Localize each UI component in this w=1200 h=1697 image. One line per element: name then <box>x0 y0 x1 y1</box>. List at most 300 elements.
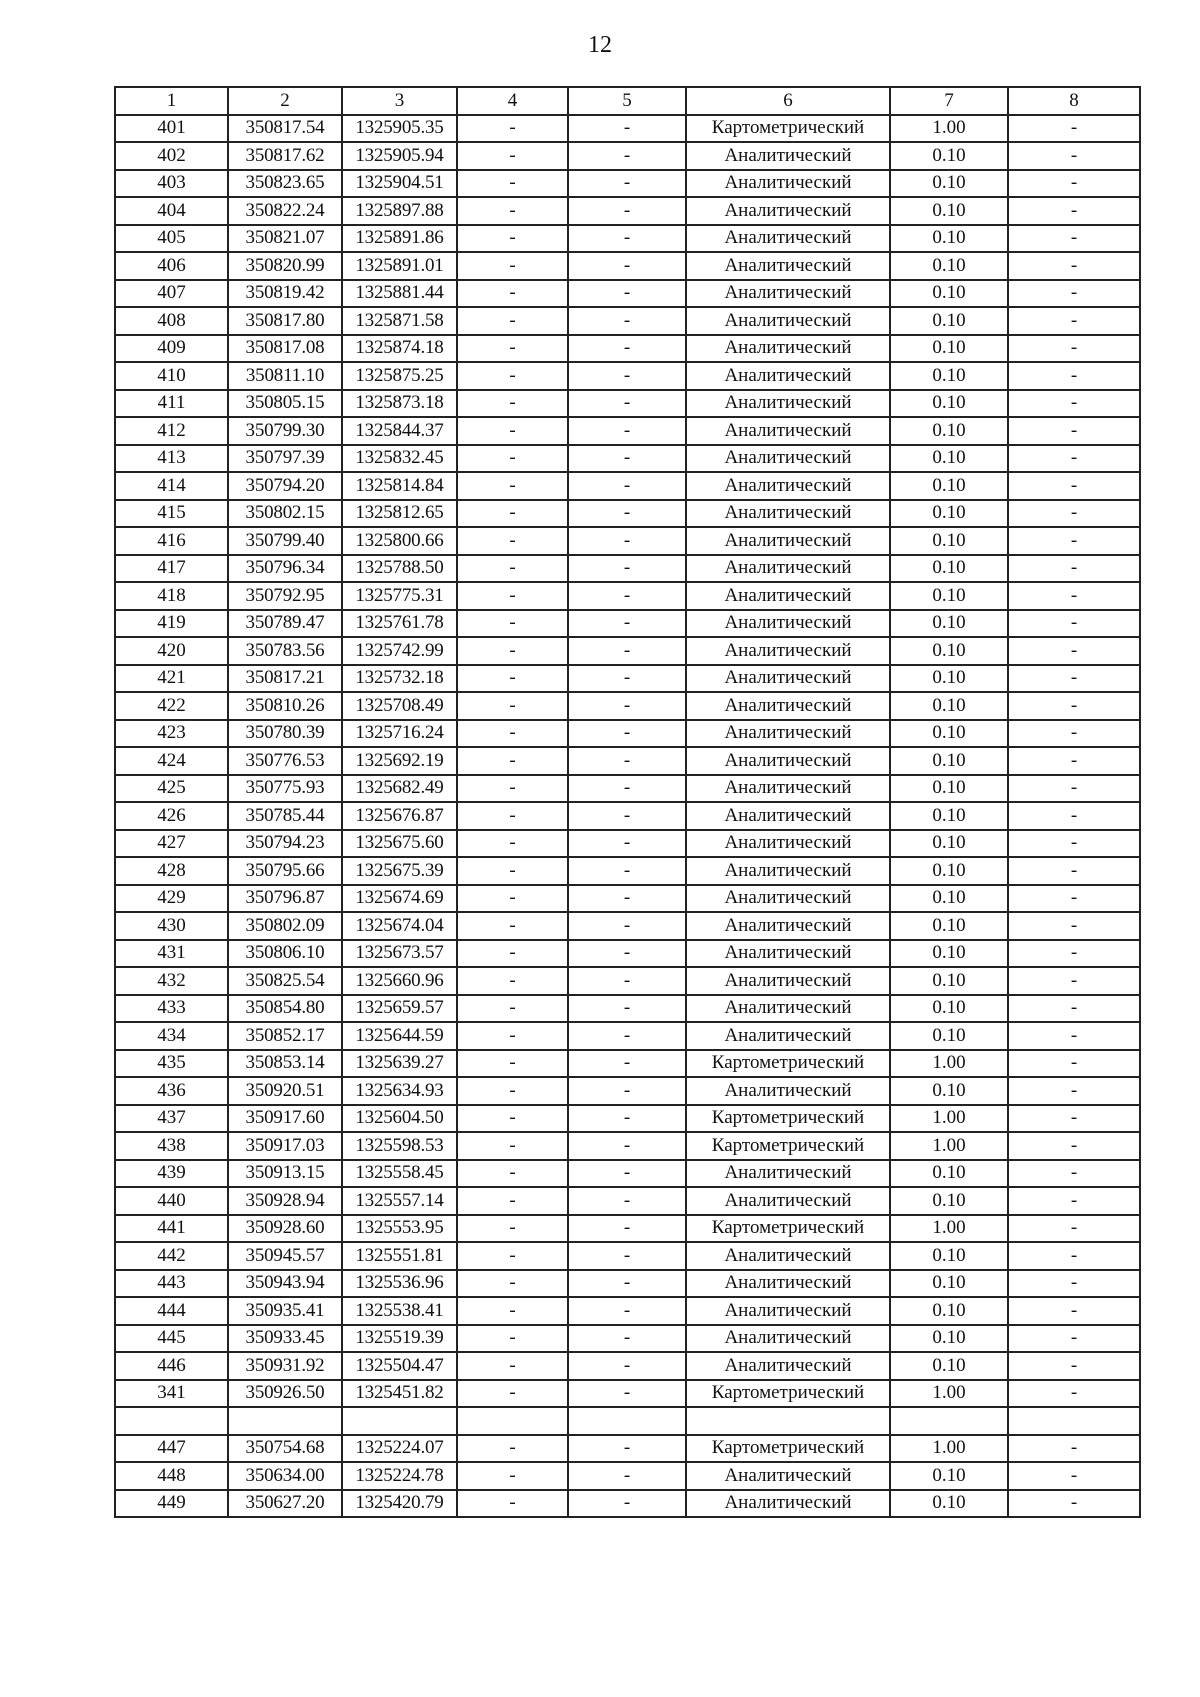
table-cell: - <box>568 115 686 143</box>
table-cell: - <box>457 335 568 363</box>
table-cell: - <box>457 142 568 170</box>
table-cell: - <box>568 1270 686 1298</box>
table-cell: - <box>568 1132 686 1160</box>
table-cell: 350627.20 <box>228 1490 342 1518</box>
table-cell: 1325800.66 <box>342 527 457 555</box>
table-cell: 1325634.93 <box>342 1077 457 1105</box>
table-cell: 404 <box>115 197 228 225</box>
table-cell: 0.10 <box>890 692 1008 720</box>
table-row <box>115 1380 1140 1408</box>
table-row <box>115 582 1140 610</box>
table-cell: - <box>1008 1435 1140 1463</box>
table-cell: - <box>457 1380 568 1408</box>
table-cell: 449 <box>115 1490 228 1518</box>
table-cell: 0.10 <box>890 1242 1008 1270</box>
table-cell: Аналитический <box>686 665 890 693</box>
table-cell: 350820.99 <box>228 252 342 280</box>
column-number-header: 3 <box>342 87 457 115</box>
table-cell: 350796.34 <box>228 555 342 583</box>
table-row <box>115 1435 1140 1463</box>
table-header-row <box>115 87 1140 115</box>
table-cell: 0.10 <box>890 225 1008 253</box>
table-row <box>115 527 1140 555</box>
table-cell: 421 <box>115 665 228 693</box>
table-row <box>115 390 1140 418</box>
table-cell: 439 <box>115 1160 228 1188</box>
table-cell: - <box>457 1050 568 1078</box>
table-cell: 412 <box>115 417 228 445</box>
table-row <box>115 1132 1140 1160</box>
table-cell: Аналитический <box>686 1297 890 1325</box>
table-cell: Картометрический <box>686 1132 890 1160</box>
table-cell: 0.10 <box>890 1270 1008 1298</box>
table-cell: - <box>568 1160 686 1188</box>
table-cell: - <box>1008 830 1140 858</box>
table-cell: 350817.54 <box>228 115 342 143</box>
table-cell: - <box>568 830 686 858</box>
table-cell: 433 <box>115 995 228 1023</box>
table-cell: 440 <box>115 1187 228 1215</box>
table-cell: Аналитический <box>686 1270 890 1298</box>
table-cell: - <box>568 1022 686 1050</box>
table-cell: - <box>568 995 686 1023</box>
table-cell: 350785.44 <box>228 802 342 830</box>
table-cell: - <box>457 637 568 665</box>
table-row <box>115 995 1140 1023</box>
table-cell: - <box>457 1132 568 1160</box>
table-cell: - <box>457 115 568 143</box>
table-cell: Аналитический <box>686 610 890 638</box>
table-cell: 1.00 <box>890 1105 1008 1133</box>
table-cell: - <box>457 500 568 528</box>
table-cell: - <box>568 142 686 170</box>
table-cell: Аналитический <box>686 720 890 748</box>
table-cell: 1325761.78 <box>342 610 457 638</box>
table-row <box>115 665 1140 693</box>
table-cell: 1325904.51 <box>342 170 457 198</box>
table-cell: - <box>457 720 568 748</box>
table-cell: 435 <box>115 1050 228 1078</box>
table-cell: - <box>568 1105 686 1133</box>
table-cell: 1325676.87 <box>342 802 457 830</box>
table-cell: - <box>457 912 568 940</box>
table-cell: 350943.94 <box>228 1270 342 1298</box>
table-cell: - <box>457 197 568 225</box>
table-cell: 0.10 <box>890 995 1008 1023</box>
table-cell: - <box>457 802 568 830</box>
table-cell: - <box>1008 1132 1140 1160</box>
table-cell: - <box>568 610 686 638</box>
table-cell <box>686 1407 890 1435</box>
table-cell: Аналитический <box>686 555 890 583</box>
table-cell <box>568 1407 686 1435</box>
table-row <box>115 940 1140 968</box>
table-cell: - <box>457 280 568 308</box>
table-cell: 413 <box>115 445 228 473</box>
table-cell: 417 <box>115 555 228 583</box>
table-cell: 1325674.69 <box>342 885 457 913</box>
table-cell <box>228 1407 342 1435</box>
table-cell: 0.10 <box>890 967 1008 995</box>
table-cell: 350920.51 <box>228 1077 342 1105</box>
table-cell: 1325504.47 <box>342 1352 457 1380</box>
table-cell: - <box>568 390 686 418</box>
table-cell: 1325553.95 <box>342 1215 457 1243</box>
table-cell: - <box>1008 1187 1140 1215</box>
table-cell: 443 <box>115 1270 228 1298</box>
table-cell: - <box>457 417 568 445</box>
table-cell: 1.00 <box>890 1215 1008 1243</box>
table-cell: 0.10 <box>890 802 1008 830</box>
table-cell: 409 <box>115 335 228 363</box>
table-cell: 1325905.35 <box>342 115 457 143</box>
table-cell: - <box>1008 775 1140 803</box>
table-cell: Аналитический <box>686 1022 890 1050</box>
table-cell: 350802.15 <box>228 500 342 528</box>
table-row <box>115 500 1140 528</box>
table-cell: 0.10 <box>890 500 1008 528</box>
table-row <box>115 197 1140 225</box>
table-cell: - <box>457 1105 568 1133</box>
table-cell: 0.10 <box>890 637 1008 665</box>
table-row <box>115 1187 1140 1215</box>
table-cell: 0.10 <box>890 775 1008 803</box>
table-cell: 350852.17 <box>228 1022 342 1050</box>
table-cell: - <box>568 1380 686 1408</box>
table-cell: 1325598.53 <box>342 1132 457 1160</box>
table-cell: 0.10 <box>890 830 1008 858</box>
table-cell: - <box>1008 115 1140 143</box>
table-cell: 1325551.81 <box>342 1242 457 1270</box>
table-cell: Аналитический <box>686 967 890 995</box>
table-row <box>115 1022 1140 1050</box>
table-cell: - <box>457 1160 568 1188</box>
table-row <box>115 170 1140 198</box>
table-cell: - <box>568 1050 686 1078</box>
column-number-header: 2 <box>228 87 342 115</box>
table-cell: Аналитический <box>686 472 890 500</box>
table-cell: - <box>457 1490 568 1518</box>
table-cell: 1325812.65 <box>342 500 457 528</box>
table-cell: 1325519.39 <box>342 1325 457 1353</box>
table-row <box>115 775 1140 803</box>
table-cell: Аналитический <box>686 940 890 968</box>
table-cell: 0.10 <box>890 1077 1008 1105</box>
table-row <box>115 692 1140 720</box>
table-cell: 350825.54 <box>228 967 342 995</box>
table-cell: 415 <box>115 500 228 528</box>
table-cell: 437 <box>115 1105 228 1133</box>
table-cell: Аналитический <box>686 170 890 198</box>
table-cell: 350928.60 <box>228 1215 342 1243</box>
table-row <box>115 142 1140 170</box>
table-cell: - <box>457 1435 568 1463</box>
table-cell: 1325451.82 <box>342 1380 457 1408</box>
table-cell: Аналитический <box>686 307 890 335</box>
table-cell: - <box>1008 610 1140 638</box>
table-cell: 1325844.37 <box>342 417 457 445</box>
table-cell: Аналитический <box>686 445 890 473</box>
table-cell: 350634.00 <box>228 1462 342 1490</box>
table-cell: 1325871.58 <box>342 307 457 335</box>
table-cell: - <box>568 1325 686 1353</box>
table-cell: - <box>1008 637 1140 665</box>
table-cell: - <box>1008 142 1140 170</box>
table-cell: - <box>457 1022 568 1050</box>
table-cell: - <box>568 225 686 253</box>
table-cell: - <box>568 335 686 363</box>
table-cell: 0.10 <box>890 747 1008 775</box>
table-cell: - <box>1008 1297 1140 1325</box>
table-row <box>115 967 1140 995</box>
table-cell: Аналитический <box>686 1490 890 1518</box>
table-cell: 350853.14 <box>228 1050 342 1078</box>
table-cell <box>342 1407 457 1435</box>
table-cell: - <box>568 1297 686 1325</box>
table-cell: 425 <box>115 775 228 803</box>
table-row <box>115 417 1140 445</box>
table-cell: - <box>568 170 686 198</box>
table-row <box>115 1077 1140 1105</box>
table-cell: 350783.56 <box>228 637 342 665</box>
table-cell: 350823.65 <box>228 170 342 198</box>
table-cell: 1325875.25 <box>342 362 457 390</box>
table-cell: 1325639.27 <box>342 1050 457 1078</box>
table-cell: Аналитический <box>686 747 890 775</box>
table-cell: 350802.09 <box>228 912 342 940</box>
table-cell: 1325905.94 <box>342 142 457 170</box>
table-cell: 1325675.39 <box>342 857 457 885</box>
table-cell: - <box>1008 967 1140 995</box>
table-cell: 0.10 <box>890 555 1008 583</box>
table-cell: - <box>457 1242 568 1270</box>
table-cell: Аналитический <box>686 692 890 720</box>
table-cell: 0.10 <box>890 610 1008 638</box>
table-cell: 350817.80 <box>228 307 342 335</box>
table-cell: 1325557.14 <box>342 1187 457 1215</box>
table-cell: - <box>568 637 686 665</box>
table-cell: - <box>568 445 686 473</box>
table-row <box>115 1215 1140 1243</box>
table-cell: - <box>1008 1270 1140 1298</box>
table-cell: - <box>568 1215 686 1243</box>
table-cell: - <box>457 830 568 858</box>
table-cell: - <box>457 1352 568 1380</box>
table-cell: 350822.24 <box>228 197 342 225</box>
table-cell: 350819.42 <box>228 280 342 308</box>
table-cell: - <box>1008 940 1140 968</box>
table-cell: 0.10 <box>890 280 1008 308</box>
table-cell: 350776.53 <box>228 747 342 775</box>
column-number-header: 7 <box>890 87 1008 115</box>
table-row <box>115 1242 1140 1270</box>
table-cell: Аналитический <box>686 637 890 665</box>
table-cell: 0.10 <box>890 1160 1008 1188</box>
table-cell: Аналитический <box>686 1242 890 1270</box>
table-cell: 401 <box>115 115 228 143</box>
table-cell: - <box>1008 1022 1140 1050</box>
table-cell: - <box>457 1325 568 1353</box>
table-cell: 0.10 <box>890 885 1008 913</box>
table-cell: 1325832.45 <box>342 445 457 473</box>
table-cell: - <box>568 555 686 583</box>
table-cell: 0.10 <box>890 1490 1008 1518</box>
table-cell: 442 <box>115 1242 228 1270</box>
table-cell: 341 <box>115 1380 228 1408</box>
table-cell: - <box>568 1242 686 1270</box>
table-cell: Аналитический <box>686 775 890 803</box>
table-row <box>115 857 1140 885</box>
table-cell: 1325659.57 <box>342 995 457 1023</box>
table-cell: 350945.57 <box>228 1242 342 1270</box>
table-cell: Аналитический <box>686 390 890 418</box>
table-row <box>115 1160 1140 1188</box>
table-row <box>115 115 1140 143</box>
table-cell: - <box>457 747 568 775</box>
table-cell: - <box>1008 912 1140 940</box>
table-cell: 350775.93 <box>228 775 342 803</box>
table-cell: Аналитический <box>686 335 890 363</box>
table-cell: 1325224.78 <box>342 1462 457 1490</box>
table-cell: 0.10 <box>890 142 1008 170</box>
table-cell: - <box>1008 1325 1140 1353</box>
table-cell: 350806.10 <box>228 940 342 968</box>
table-cell: 0.10 <box>890 390 1008 418</box>
table-cell: 429 <box>115 885 228 913</box>
table-row <box>115 472 1140 500</box>
table-cell: 350817.62 <box>228 142 342 170</box>
table-cell: 0.10 <box>890 720 1008 748</box>
table-cell: Аналитический <box>686 500 890 528</box>
table-cell: 402 <box>115 142 228 170</box>
table-cell: 416 <box>115 527 228 555</box>
table-cell: 0.10 <box>890 582 1008 610</box>
table-row <box>115 1407 1140 1435</box>
table-cell: - <box>1008 197 1140 225</box>
table-cell: 428 <box>115 857 228 885</box>
table-cell: - <box>1008 857 1140 885</box>
table-cell <box>890 1407 1008 1435</box>
table-cell: 1325874.18 <box>342 335 457 363</box>
table-cell: Аналитический <box>686 280 890 308</box>
column-number-header: 6 <box>686 87 890 115</box>
table-cell: Аналитический <box>686 197 890 225</box>
table-cell: 350928.94 <box>228 1187 342 1215</box>
table-cell: - <box>568 720 686 748</box>
table-cell: 423 <box>115 720 228 748</box>
table-cell: 0.10 <box>890 197 1008 225</box>
table-cell: 1.00 <box>890 1132 1008 1160</box>
table-cell: - <box>568 362 686 390</box>
table-cell: 350797.39 <box>228 445 342 473</box>
table-cell: Аналитический <box>686 252 890 280</box>
table-cell: 0.10 <box>890 170 1008 198</box>
table-cell: - <box>1008 747 1140 775</box>
table-cell: 350810.26 <box>228 692 342 720</box>
table-cell: - <box>457 472 568 500</box>
table-cell: Аналитический <box>686 527 890 555</box>
table-cell: 350789.47 <box>228 610 342 638</box>
table-cell: 0.10 <box>890 472 1008 500</box>
table-cell: Аналитический <box>686 142 890 170</box>
table-cell: 1325604.50 <box>342 1105 457 1133</box>
table-cell: - <box>1008 1215 1140 1243</box>
table-cell: - <box>1008 1380 1140 1408</box>
table-cell: 0.10 <box>890 940 1008 968</box>
table-cell: 441 <box>115 1215 228 1243</box>
table-cell: 350854.80 <box>228 995 342 1023</box>
table-cell: - <box>1008 555 1140 583</box>
table-cell: - <box>1008 280 1140 308</box>
table-cell: 407 <box>115 280 228 308</box>
table-cell: 447 <box>115 1435 228 1463</box>
table-row <box>115 555 1140 583</box>
table-cell: 432 <box>115 967 228 995</box>
table-row <box>115 1352 1140 1380</box>
table-cell: Аналитический <box>686 1325 890 1353</box>
table-cell: - <box>1008 1050 1140 1078</box>
table-row <box>115 1490 1140 1518</box>
table-cell: 0.10 <box>890 527 1008 555</box>
table-cell: - <box>568 197 686 225</box>
table-cell: 1.00 <box>890 115 1008 143</box>
table-cell: - <box>1008 1352 1140 1380</box>
table-cell: - <box>457 692 568 720</box>
table-cell: - <box>457 857 568 885</box>
table-row <box>115 1050 1140 1078</box>
table-cell: - <box>457 1077 568 1105</box>
table-cell: - <box>568 747 686 775</box>
table-cell: Аналитический <box>686 857 890 885</box>
table-cell: 1325897.88 <box>342 197 457 225</box>
table-cell: - <box>568 857 686 885</box>
table-row <box>115 1297 1140 1325</box>
table-cell: 422 <box>115 692 228 720</box>
table-cell: - <box>1008 885 1140 913</box>
table-cell: - <box>457 445 568 473</box>
column-number-header: 4 <box>457 87 568 115</box>
table-cell: 427 <box>115 830 228 858</box>
table-cell: 350780.39 <box>228 720 342 748</box>
table-cell: 1325788.50 <box>342 555 457 583</box>
table-cell: - <box>1008 225 1140 253</box>
table-row <box>115 1105 1140 1133</box>
table-cell: 424 <box>115 747 228 775</box>
table-cell: - <box>1008 692 1140 720</box>
table-cell: - <box>1008 1105 1140 1133</box>
table-cell: 411 <box>115 390 228 418</box>
table-cell: 1.00 <box>890 1050 1008 1078</box>
table-cell: - <box>568 252 686 280</box>
table-cell: 350913.15 <box>228 1160 342 1188</box>
table-cell: 406 <box>115 252 228 280</box>
table-cell: - <box>1008 362 1140 390</box>
table-cell: - <box>568 1187 686 1215</box>
table-cell: 434 <box>115 1022 228 1050</box>
table-cell: - <box>1008 582 1140 610</box>
table-cell: - <box>1008 1490 1140 1518</box>
table-cell: - <box>568 1435 686 1463</box>
table-cell: 350794.20 <box>228 472 342 500</box>
table-cell: 448 <box>115 1462 228 1490</box>
table-cell: - <box>568 775 686 803</box>
table-cell: Аналитический <box>686 1187 890 1215</box>
table-cell: 436 <box>115 1077 228 1105</box>
table-cell: - <box>568 912 686 940</box>
table-cell: - <box>568 967 686 995</box>
table-row <box>115 335 1140 363</box>
table-cell: 1325538.41 <box>342 1297 457 1325</box>
